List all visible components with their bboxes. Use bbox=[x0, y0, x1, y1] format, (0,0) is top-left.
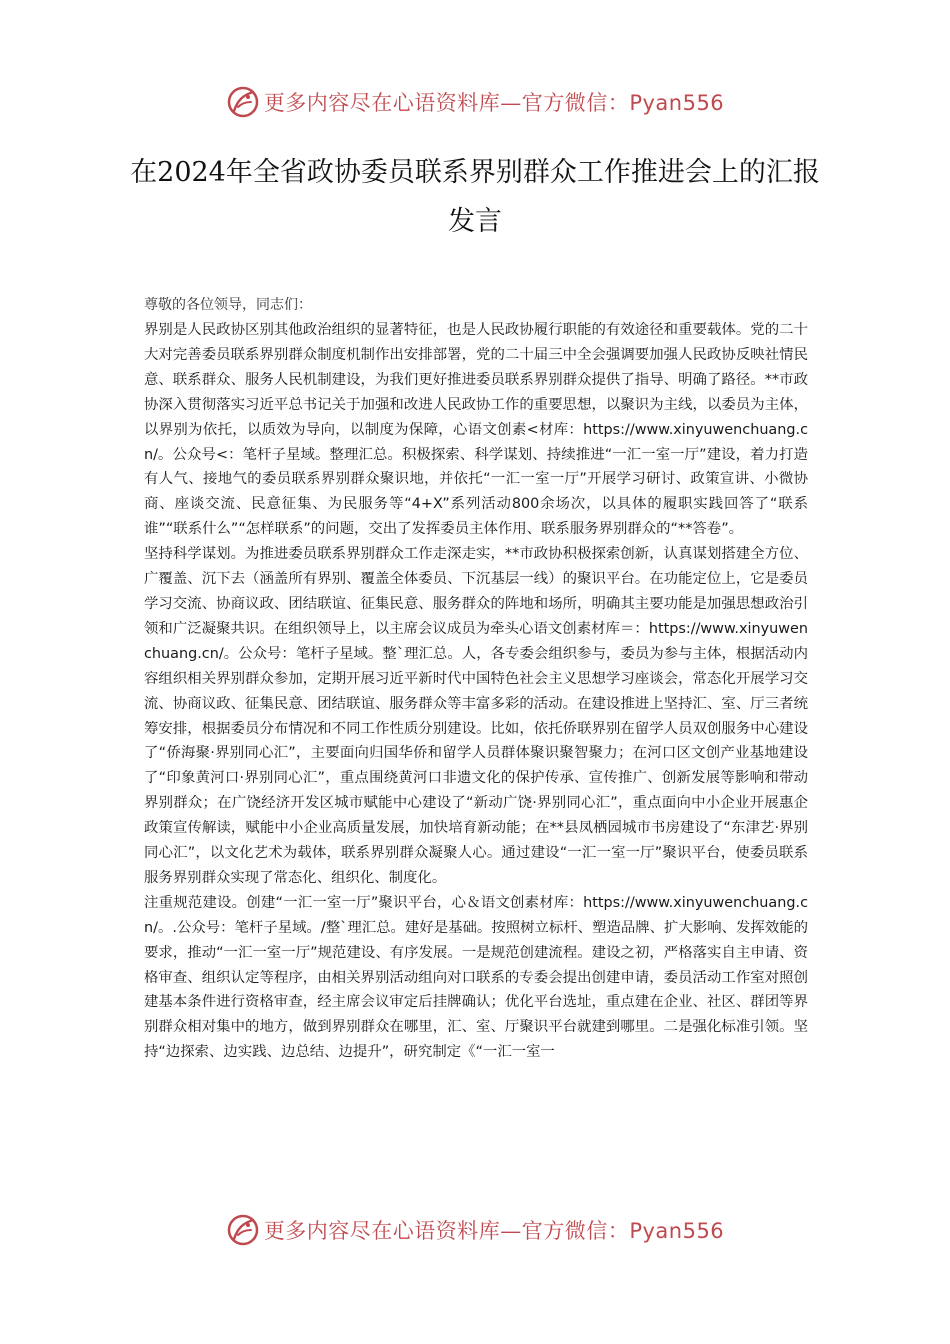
footer-watermark-banner bbox=[0, 1208, 950, 1252]
banner-text: 更多内容尽在心语资料库—官方微信：Pyan556 bbox=[263, 91, 725, 115]
paragraph: 注重规范建设。创建“一汇一室一厅”聚识平台，心＆语文创素材库：https://www.xinyuwenchuang.cn/。.公众号：笔杆子星域。/整`理汇总。建好是基础。按照树立标杆、塑造品牌、扩大影响、发挥效能的要求，推动“一汇一室一厅”规范建设、有序发展。一是规范创建流程。建设之初，严格落实自主申请、资格审查、组织认定等程序，由相关界别活动组向对口联系的专委会提出创建申请，委员活动工作室对照创建基本条件进行资格审查，经主席会议审定后挂牌确认；优化平台选址，重点建在企业、社区、群团等界别群众相对集中的地方，做到界别群众在哪里，汇、室、厅聚识平台就建到哪里。二是强化标准引领。坚持“边探索、边实践、边总结、边提升”，研究制定《“一汇一室一 bbox=[144, 894, 808, 1061]
wechat-id: Pyan556 bbox=[629, 91, 725, 115]
paragraph: 界别是人民政协区别其他政治组织的显著特征，也是人民政协履行职能的有效途径和重要载体。党的二十大对完善委员联系界别群众制度机制作出安排部署，党的二十届三中全会强调要加强人民政协反映社情民意、联系群众、服务人民机制建设，为我们更好推进委员联系界别群众提供了指导、明确了路径。**市政协深入贯彻落实习近平总书记关于加强和改进人民政协工作的重要思想，以聚识为主线，以委员为主体，以界别为依托，以质效为导向，以制度为保障，心语文创素<材库：https://www.xinyuwenchuang.cn/。公众号<：笔杆子星域。整理汇总。积极探索、科学谋划、持续推进“一汇一室一厅”建设，着力打造有人气、接地气的委员联系界别群众聚识地，并依托“一汇一室一厅”开展学习研讨、政策宣讲、小微协商、座谈交流、民意征集、为民服务等“4+X”系列活动800余场次，以具体的履职实践回答了“联系谁”“联系什么”“怎样联系”的问题，交出了发挥委员主体作用、联系服务界别群众的“**答卷”。 bbox=[144, 322, 808, 538]
document-body bbox=[144, 318, 808, 1065]
header-watermark-banner bbox=[0, 80, 950, 124]
paragraph: 坚持科学谋划。为推进委员联系界别群众工作走深走实，**市政协积极探索创新，认真谋划搭建全方位、广覆盖、沉下去（涵盖所有界别、覆盖全体委员、下沉基层一线）的聚识平台。在功能定位上，它是委员学习交流、协商议政、团结联谊、征集民意、服务群众的阵地和场所，明确其主要功能是加强思想政治引领和广泛凝聚共识。在组织领导上，以主席会议成员为牵头心语文创素材库＝：https://www.xinyuwenchuang.cn/。公众号：笔杆子星域。整`理汇总。人，各专委会组织参与，委员为参与主体，根据活动内容组织相关界别群众参加，定期开展习近平新时代中国特色社会主义思想学习座谈会，常态化开展学习交流、协商议政、征集民意、团结联谊、服务群众等丰富多彩的活动。在建设推进上坚持汇、室、厅三者统筹安排，根据委员分布情况和不同工作性质分别建设。比如，依托侨联界别在留学人员双创服务中心建设了“侨海聚·界别同心汇”，主要面向归国华侨和留学人员群体聚识聚智聚力；在河口区文创产业基地建设了“印象黄河口·界别同心汇”，重点围绕黄河口非遗文化的保护传承、宣传推广、创新发展等影响和带动界别群众；在广饶经济开发区城市赋能中心建设了“新动广饶·界别同心汇”，重点面向中小企业开展惠企政策宣传解读，赋能中小企业高质量发展，加快培育新动能；在**县凤栖园城市书房建设了“东津艺·界别同心汇”，以文化艺术为载体，联系界别群众凝聚人心。通过建设“一汇一室一厅”聚识平台，使委员联系服务界别群众实现了常态化、组织化、制度化。 bbox=[144, 546, 808, 886]
logo-icon bbox=[226, 1213, 260, 1247]
banner-text: 更多内容尽在心语资料库—官方微信：Pyan556 bbox=[263, 1219, 725, 1243]
salutation: 尊敬的各位领导，同志们： bbox=[144, 297, 312, 313]
logo-icon bbox=[226, 85, 260, 119]
wechat-id: Pyan556 bbox=[629, 1219, 725, 1243]
document-title: 在2024年全省政协委员联系界别群众工作推进会上的汇报发言 bbox=[130, 157, 820, 237]
